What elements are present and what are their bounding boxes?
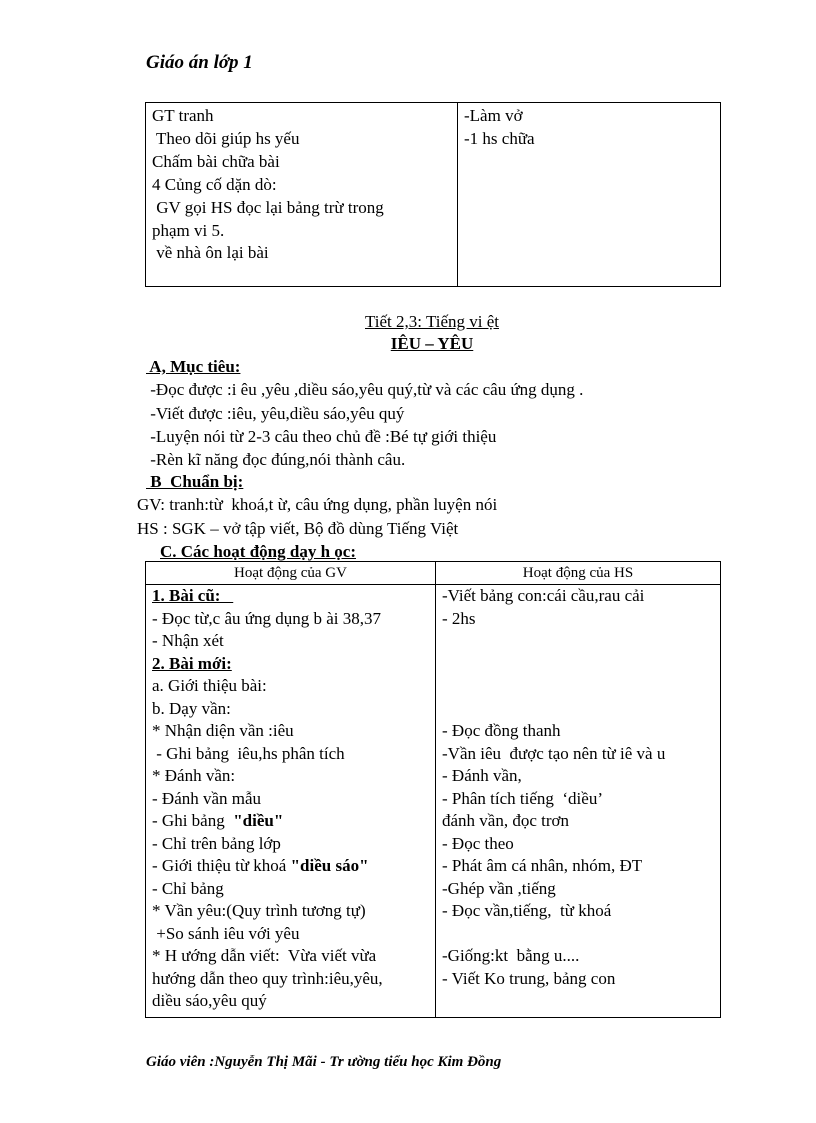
top-table-left-cell [146, 103, 458, 286]
text-line: Theo dõi giúp hs yếu [152, 128, 300, 148]
gv-activity-line: 2. Bài mới: [152, 653, 232, 673]
top-table [145, 102, 721, 287]
text-line: -Làm vở [464, 106, 523, 125]
gv-activity-line: * Đánh vần: [152, 766, 236, 785]
hs-activity-line [442, 675, 720, 698]
hs-activity-line: - Phát âm cá nhân, nhóm, ĐT [442, 856, 643, 875]
gv-activity-line: * Vần yêu:(Quy trình tương tự) [152, 901, 366, 920]
hs-activity-line: -Ghép vần ,tiếng [442, 878, 556, 898]
hs-activity-line [442, 923, 720, 946]
gv-activity-line: +So sánh iêu với yêu [152, 923, 300, 943]
col-header-hs: Hoạt động của HS [436, 562, 721, 585]
hs-activity-line: -Viết bảng con:cái cầu,rau cải [442, 586, 645, 605]
section-b-item: GV: tranh:từ khoá,t ừ, câu ứng dụng, phần luyện nói [137, 495, 498, 515]
text-line: về nhà ôn lại bài [152, 243, 269, 263]
hs-activity-line: - Đọc vần,tiếng, từ khoá [442, 901, 612, 920]
hs-activity-line: - Đọc theo [442, 833, 514, 853]
hs-activity-line: - 2hs [442, 608, 476, 628]
section-a-item: -Đọc được :i êu ,yêu ,diều sáo,yêu quý,từ và các câu ứng dụng . [146, 380, 584, 400]
section-a-heading: A, Mục tiêu: [146, 357, 241, 376]
hs-activity-line: - Phân tích tiếng ‘diều’ [442, 788, 603, 808]
gv-activity-line: hướng dẫn theo quy trình:iêu,yêu, [152, 968, 383, 988]
gv-activity-line: - Đọc từ,c âu ứng dụng b ài 38,37 [152, 608, 381, 628]
gv-activity-line: - Nhận xét [152, 631, 224, 650]
section-a-item: -Luyện nói từ 2-3 câu theo chủ đề :Bé tự giới thiệu [146, 426, 497, 446]
text-line: phạm vi 5. [152, 220, 225, 240]
lesson-title: Tiết 2,3: Tiếng vi ệt [365, 312, 499, 331]
section-b-item: HS : SGK – vở tập viết, Bộ đồ dùng Tiếng Việt [137, 518, 459, 538]
lesson-subtitle: IÊU – YÊU [390, 334, 474, 353]
top-table-right-cell [458, 103, 720, 286]
text-line: -1 hs chữa [464, 128, 535, 148]
gv-activity-line: b. Dạy vần: [152, 698, 231, 718]
gv-activity-line: * Nhận diện vần :iêu [152, 721, 294, 740]
hs-activity-line: - Đánh vần, [442, 766, 522, 785]
hs-activity-line [442, 630, 720, 653]
hs-activity-line: -Giống:kt bằng u.... [442, 946, 580, 965]
gv-activities-cell [146, 585, 436, 1018]
hs-activities-cell [436, 585, 721, 1018]
section-a-item: -Viết được :iêu, yêu,diều sáo,yêu quý [146, 403, 405, 423]
text-line: Chấm bài chữa bài [152, 151, 280, 171]
hs-activity-line: - Đọc đồng thanh [442, 721, 561, 740]
page-header: Giáo án lớp 1 [146, 52, 253, 73]
gv-activity-line: - Ghi bảng "diều" [152, 811, 284, 830]
hs-activity-line [442, 990, 720, 1013]
page-footer: Giáo viên :Nguyễn Thị Mãi - Tr ường tiểu học Kim Đồng [146, 1054, 502, 1070]
gv-activity-line: * H ướng dẫn viết: Vừa viết vừa [152, 946, 377, 965]
activity-table [145, 561, 721, 1017]
gv-activity-line: diều sáo,yêu quý [152, 991, 267, 1010]
text-line: 4 Củng cố dặn dò: [152, 174, 277, 194]
gv-activity-line: 1. Bài cũ: [152, 586, 234, 605]
gv-activity-line: a. Giới thiệu bài: [152, 676, 267, 695]
hs-activity-line [442, 698, 720, 721]
section-a-item: -Rèn kĩ năng đọc đúng,nói thành câu. [146, 450, 406, 470]
gv-activity-line: - Đánh vần mẫu [152, 788, 262, 808]
section-b-heading: B Chuẩn bị: [146, 472, 244, 491]
hs-activity-line: -Vần iêu được tạo nên từ iê và u [442, 743, 666, 763]
hs-activity-line [442, 653, 720, 676]
text-line: GV gọi HS đọc lại bảng trừ trong [152, 197, 384, 217]
gv-activity-line: - Chỉ bảng [152, 878, 224, 898]
col-header-gv: Hoạt động của GV [146, 562, 436, 585]
section-c-heading: C. Các hoạt động dạy h ọc: [160, 542, 356, 561]
gv-activity-line: - Ghi bảng iêu,hs phân tích [152, 743, 345, 763]
gv-activity-line: - Chỉ trên bảng lớp [152, 833, 281, 853]
section-b [137, 470, 498, 540]
gv-activity-line: - Giới thiệu từ khoá "diều sáo" [152, 856, 369, 875]
section-a [146, 355, 583, 471]
text-line: GT tranh [152, 106, 214, 125]
hs-activity-line: - Viết Ko trung, bảng con [442, 968, 616, 988]
hs-activity-line: đánh vần, đọc trơn [442, 811, 570, 830]
